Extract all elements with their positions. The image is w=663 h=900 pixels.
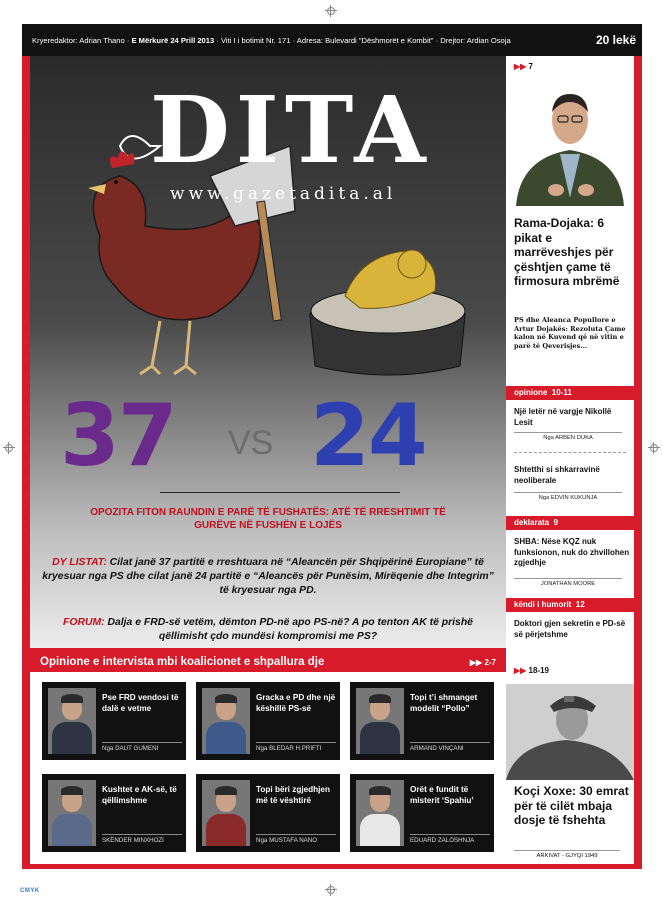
lead-summary: PS dhe Aleanca Popullore e Artur Dojakës: Rezoluta Çame kalon në Kuvend që në vitin e parë të Qeverisjes... [514,316,626,350]
author-photo [356,688,404,754]
price-label: 20 lekë [595,33,636,47]
divider [514,452,626,453]
registration-mark-right [648,442,660,454]
sidebar [506,56,634,864]
opinions-pages: 2-7 [484,657,496,667]
author-photo [202,780,250,846]
subheadline: OPOZITA FITON RAUNDIN E PARË TË FUSHATËS: ATË TË RRESHTIMIT TË GURËVE NË FUSHËN E LOJËS [90,507,446,531]
registration-mark-bottom [325,884,337,896]
opinion-card[interactable] [42,682,186,760]
top-info-bar [22,24,642,56]
opinion-title: Pse FRD vendosi të dalë e vetme [102,693,179,713]
registration-mark-left [3,442,15,454]
issue-date: E Mërkurë 24 Prill 2013 [131,35,215,45]
officer-portrait-icon [506,684,634,780]
opinion-title: Gracka e PD dhe një këshillë PS-së [256,693,336,713]
opinione-label: opinione [514,388,548,397]
second-pages: 18-19 [528,666,550,675]
opinion-author: ARMAND VINÇANI [410,742,490,752]
party-count-comparison [60,386,480,486]
masthead-meta [32,36,590,45]
divider [160,492,400,493]
opinions-section-header [30,652,506,672]
forum-text: Dalja e FRD-së vetëm, dëmton PD-në apo PS-në? A po tenton AK të prishë qëllimisht çdo mundësi kompromisi me PS? [104,617,473,642]
humor-section-header [506,598,634,612]
sidebar-item[interactable]: Një letër në vargje Nikollë Lesit [514,407,612,427]
sidebar-item[interactable]: Shtetthi si shkarravinë neoliberale [514,465,600,485]
deklarata-section-header [506,516,634,530]
humor-label: këndi i humorit [514,600,572,609]
forum-paragraph [42,616,494,644]
issue-details: · Viti I i botimit Nr. 171 · Adresa: Bulevardi "Dëshmorët e Kombit" · Drejtor: Ardian Osoja [214,35,511,45]
versus-label: VS [228,424,274,462]
editor-info: Kryeredaktor: Adrian Thano · [32,35,132,45]
opinion-title: Topi t’i shmanget modelit “Pollo” [410,693,478,713]
deklarata-page: 9 [553,518,559,527]
man-portrait-icon [506,78,634,206]
opinion-card[interactable] [196,774,340,852]
sidebar-item-author: JONATHAN MOORE [514,578,622,587]
cmyk-label: CMYK [20,888,40,894]
author-photo [48,780,96,846]
chopping-block-icon [310,250,465,375]
author-photo [202,688,250,754]
newspaper-masthead: DITA [150,76,432,184]
opinion-card[interactable] [196,682,340,760]
opinion-author: Nga MUSTAFA NANO [256,834,336,844]
lead-photo [506,78,634,206]
opinione-section-header [506,386,634,400]
forum-label: FORUM: [63,617,105,628]
lede-paragraph [42,556,494,598]
deklarata-label: deklarata [514,518,550,527]
opinion-author: Nga BLEDAR H.PRIFTI [256,742,336,752]
lead-page-ref: ▶▶ 7 [514,62,533,71]
lead-headline[interactable]: Rama-Dojaka: 6 pikat e marrëveshjes për çështjen çame të firmosura mbrëmë [514,216,620,288]
opinions-title: Opinione e intervista mbi koalicionet e shpallura dje [40,656,325,668]
opinion-card[interactable] [350,682,494,760]
sidebar-item[interactable]: Doktori gjen sekretin e PD-së së përjetshme [514,619,626,639]
sidebar-item[interactable]: SHBA: Nëse KQZ nuk funksionon, nuk do zhvillohen zgjedhje [514,537,630,567]
opinion-author: Nga DAUT GUMENI [102,742,182,752]
opinion-author: SKËNDER MINXHOZI [102,834,182,844]
sidebar-item-author: Nga EDVIN KUKUNJA [514,492,622,501]
author-photo [356,780,404,846]
lede-text: Cilat janë 37 partitë e rreshtuara në “Aleancën për Shqipërinë Europiane” të kryesuar nga PS dhe cilat janë 24 partitë e “Aleancës për Punësim, Mirëqenie dhe Integrim” të kryesuar nga PD. [42,557,494,596]
sidebar-item-author: Nga ARBEN DUKA [514,432,622,441]
opinion-title: Kushtet e AK-së, të qëllimshme [102,785,177,805]
newspaper-front-page [22,24,642,869]
lede-label: DY LISTAT: [52,557,107,568]
opinion-card[interactable] [350,774,494,852]
author-photo [48,688,96,754]
cover-story [30,56,506,648]
second-headline[interactable]: Koçi Xoxe: 30 emrat për të cilët mbaja dosje të fshehta [514,784,629,827]
historic-photo [506,684,634,780]
second-caption: ARKIVAT - GJYQI 1949 [514,850,620,859]
opinions-grid [30,672,506,864]
opinion-card[interactable] [42,774,186,852]
opinions-page-ref: ▶▶ 2-7 [469,657,496,667]
opinion-title: Topi bëri zgjedhjen më të vështirë [256,785,330,805]
lead-page-number: 7 [528,62,533,71]
right-coalition-count: 24 [310,386,426,486]
opinione-pages: 10-11 [551,388,572,397]
humor-page: 12 [575,600,585,609]
registration-mark-top [325,5,337,17]
opinion-author: EDUARD ZALOSHNJA [410,834,490,844]
website-url: www.gazetadita.al [170,184,397,204]
left-coalition-count: 37 [60,386,176,486]
second-page-ref: ▶▶ 18-19 [514,666,550,675]
cmyk-color-mark [20,888,40,894]
opinion-title: Orët e fundit të misterit ‘Spahiu’ [410,785,474,805]
